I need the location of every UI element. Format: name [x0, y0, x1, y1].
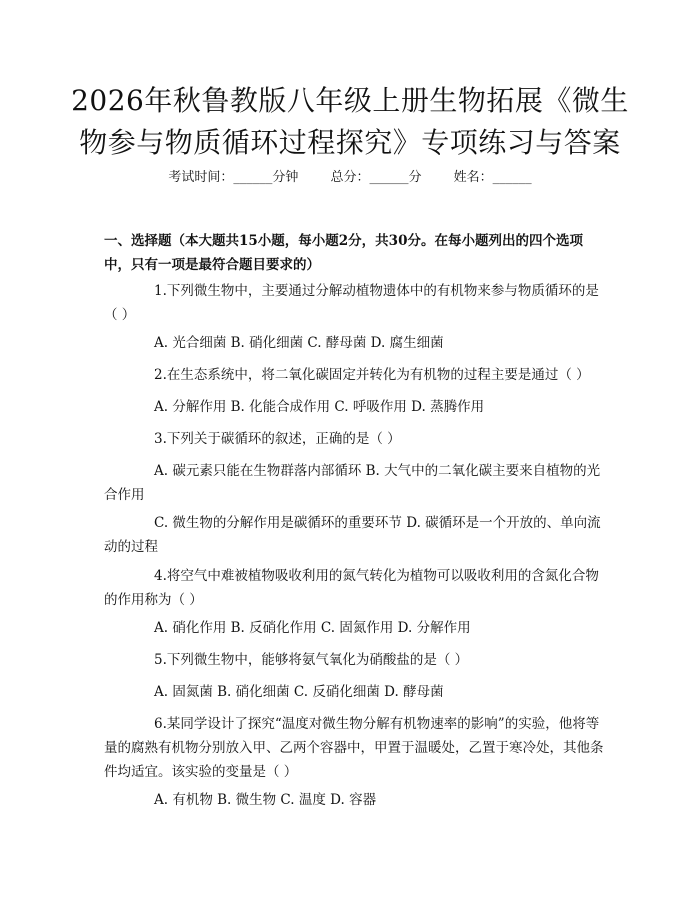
question-5-options: A. 固氮菌 B. 硝化细菌 C. 反硝化细菌 D. 酵母菌	[154, 684, 444, 700]
question-number: 5.	[154, 652, 167, 668]
question-number: 2.	[154, 367, 167, 383]
title-line-1: 2026年秋鲁教版八年级上册生物拓展《微生	[71, 84, 629, 117]
question-3	[104, 427, 604, 451]
exam-name: 姓名：______	[453, 170, 532, 185]
question-text: 在生态系统中，将二氧化碳固定并转化为有机物的过程主要是通过（ ）	[166, 367, 590, 383]
question-number: 3.	[154, 431, 167, 447]
question-1-options: A. 光合细菌 B. 硝化细菌 C. 酵母菌 D. 腐生细菌	[154, 335, 444, 351]
question-text: 下列关于碳循环的叙述，正确的是（ ）	[166, 431, 401, 447]
question-1	[104, 279, 604, 327]
question-number: 6.	[154, 716, 167, 732]
question-2	[104, 363, 604, 387]
question-text: 下列微生物中，主要通过分解动植物遗体中的有机物来参与物质循环的是（ ）	[104, 283, 599, 323]
document-title	[70, 80, 630, 164]
exam-score: 总分：______分	[330, 170, 422, 185]
question-4-options: A. 硝化作用 B. 反硝化作用 C. 固氮作用 D. 分解作用	[154, 620, 471, 636]
question-3-options-a: A. 碳元素只能在生物群落内部循环 B. 大气中的二氧化碳主要来自植物的光合作用	[104, 463, 601, 503]
question-number: 1.	[154, 283, 167, 299]
question-text: 将空气中难被植物吸收利用的氮气转化为植物可以吸收利用的含氮化合物的作用称为（ ）	[104, 568, 599, 608]
question-number: 4.	[154, 568, 167, 584]
question-4	[104, 564, 604, 612]
question-text: 某同学设计了探究“温度对微生物分解有机物速率的影响”的实验，他将等量的腐熟有机物分别放入甲、乙两个容器中，甲置于温暖处，乙置于寒冷处，其他条件均适宜。该实验的变量是（ ）	[104, 716, 604, 780]
question-6-options: A. 有机物 B. 微生物 C. 温度 D. 容器	[154, 792, 377, 808]
section-heading: 一、选择题（本大题共15小题，每小题2分，共30分。在每小题列出的四个选项中，只有一项是最符合题目要求的）	[104, 233, 583, 273]
exam-info	[0, 168, 700, 188]
question-6	[104, 712, 604, 784]
title-line-2: 物参与物质循环过程探究》专项练习与答案	[79, 126, 621, 159]
exam-time: 考试时间：______分钟	[168, 170, 299, 185]
question-5	[104, 648, 604, 672]
question-text: 下列微生物中，能够将氨气氧化为硝酸盐的是（ ）	[166, 652, 469, 668]
question-3-options-b: C. 微生物的分解作用是碳循环的重要环节 D. 碳循环是一个开放的、单向流动的过程	[104, 515, 601, 555]
question-2-options: A. 分解作用 B. 化能合成作用 C. 呼吸作用 D. 蒸腾作用	[154, 399, 485, 415]
